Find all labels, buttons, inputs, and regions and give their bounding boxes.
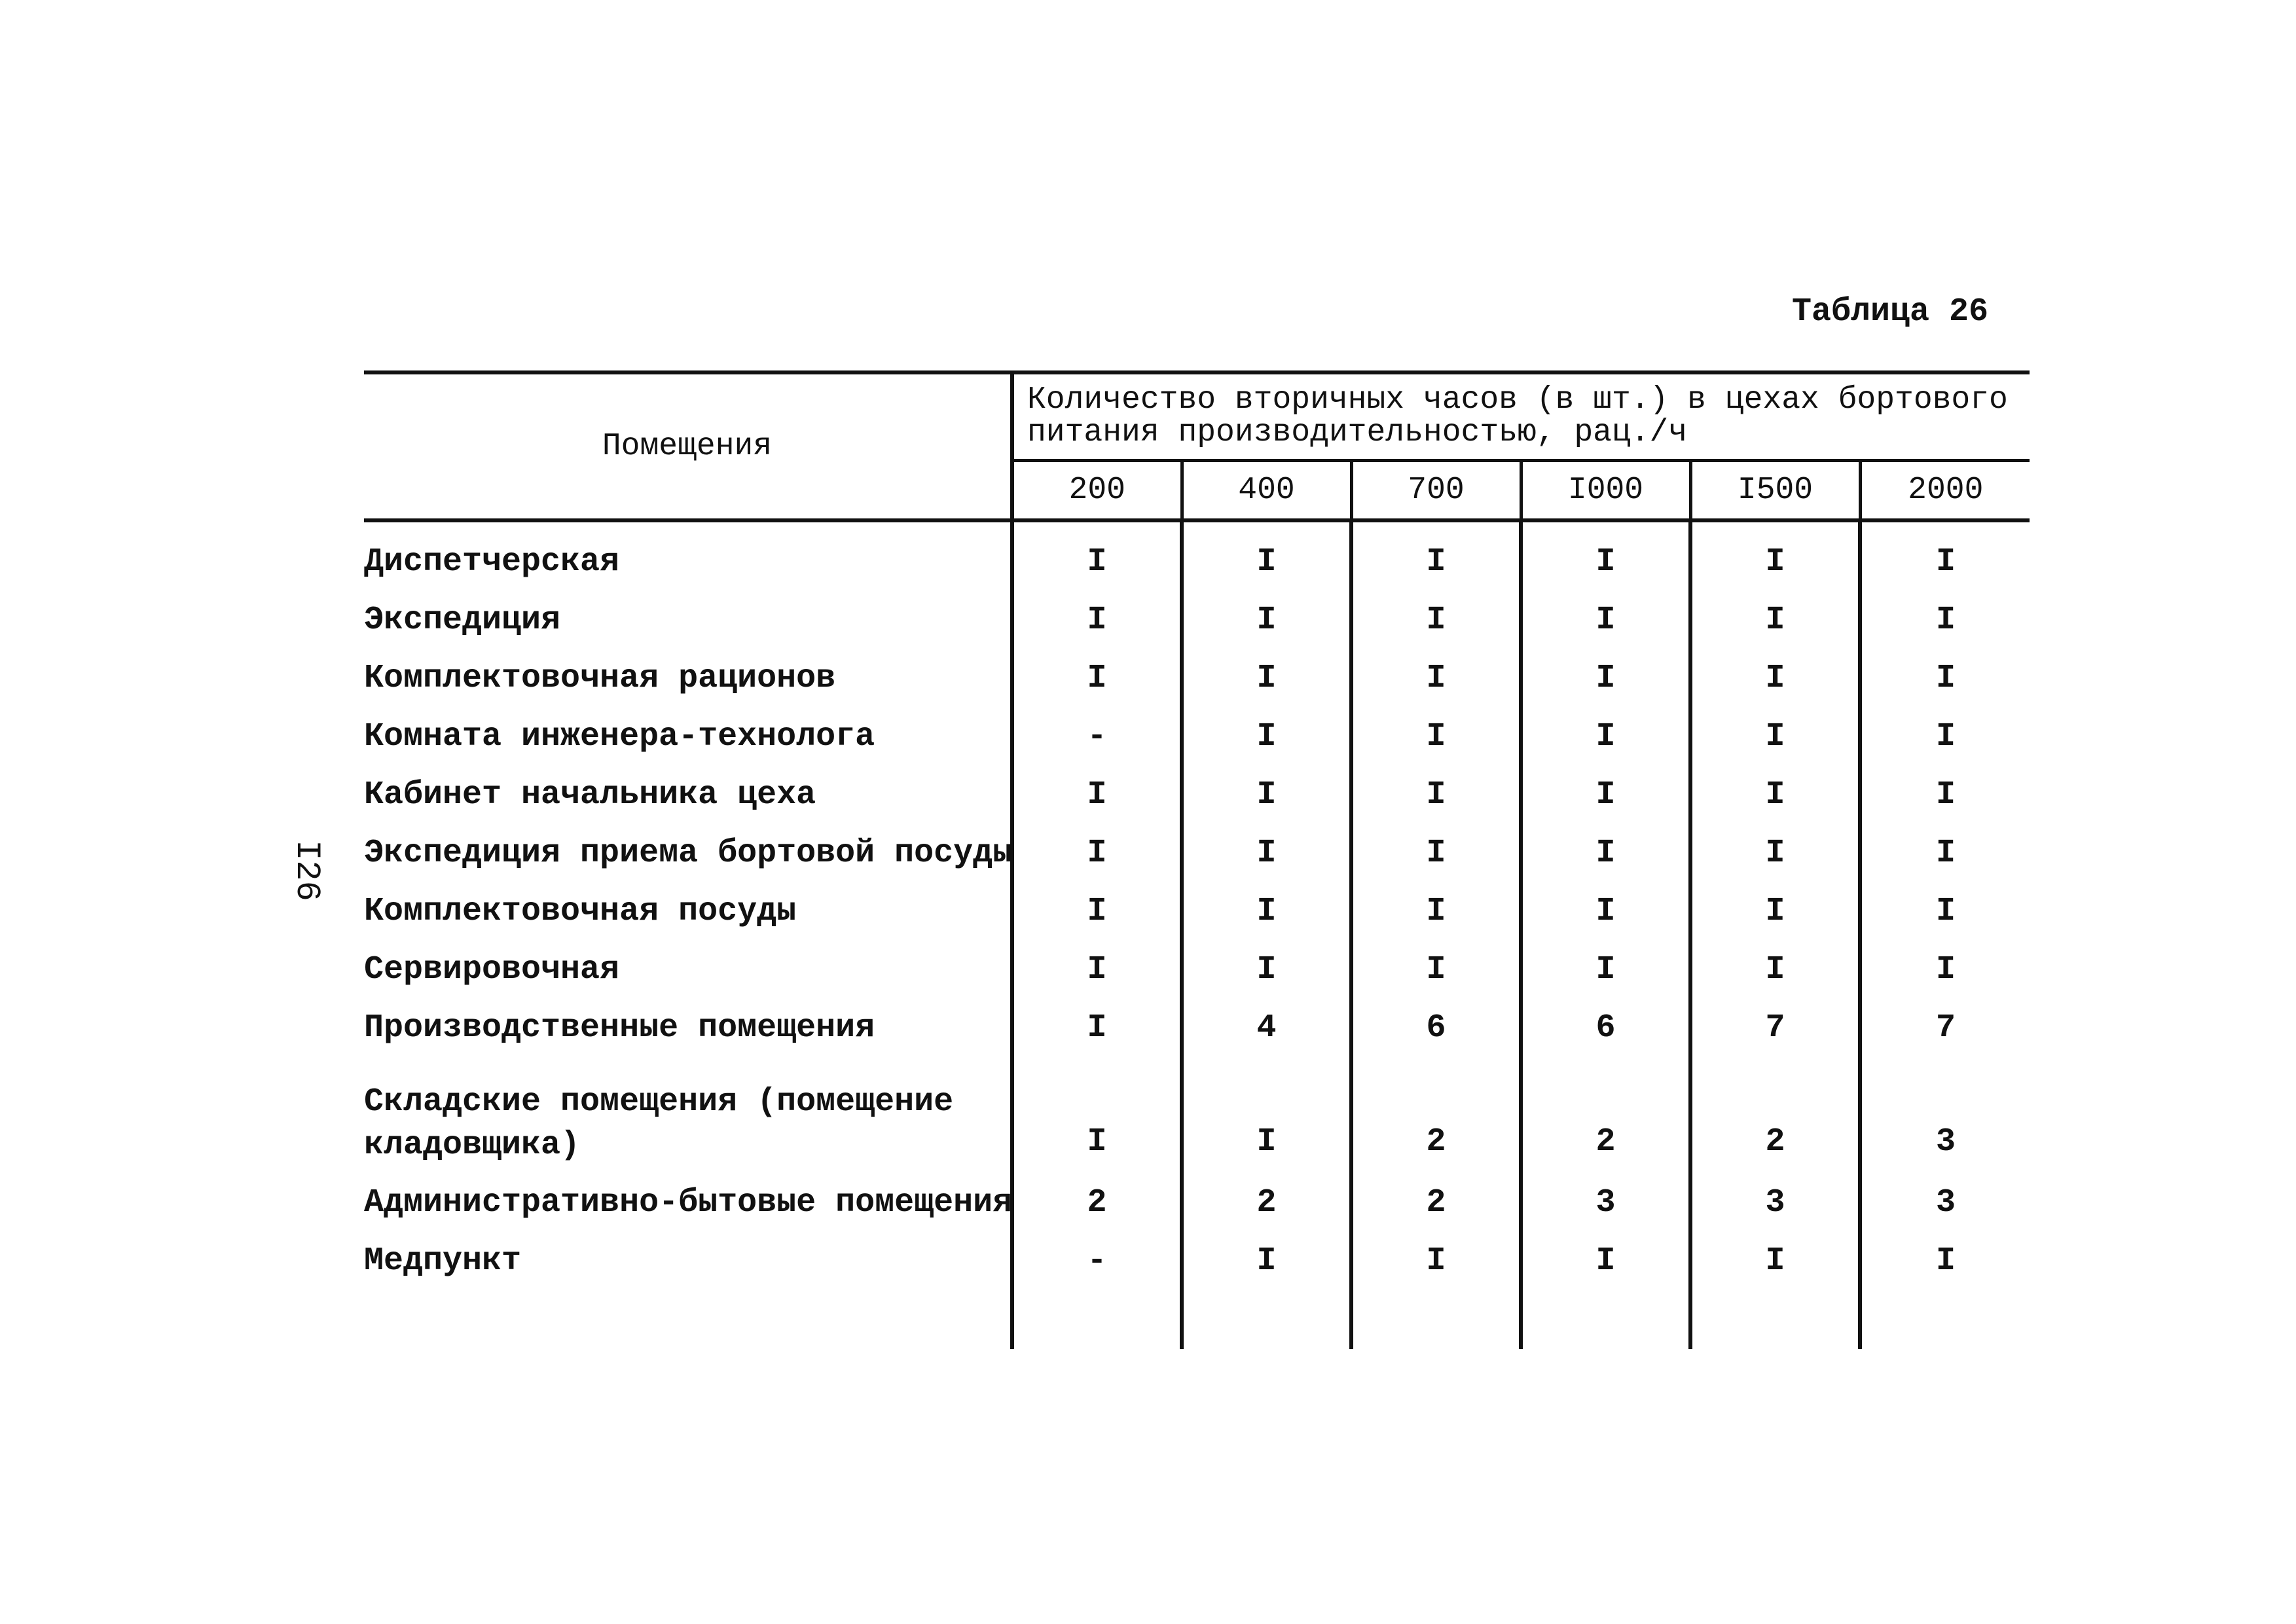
room-name: Административно-бытовые помещения: [364, 1184, 1013, 1221]
table-cell: I: [1860, 708, 2030, 766]
table-cell: 2: [1521, 1057, 1690, 1174]
table-row: [364, 824, 2030, 882]
table-cell: I: [1351, 708, 1521, 766]
table-cell: 4: [1182, 999, 1351, 1057]
table-cell: I: [1182, 520, 1351, 591]
blank-cell: [1860, 1290, 2030, 1349]
blank-cell: [1521, 1290, 1690, 1349]
table-cell: I: [1690, 882, 1860, 941]
table-cell: I: [1521, 941, 1690, 999]
room-name: Комната инженера-технолога: [364, 718, 875, 755]
table-cell: I: [1690, 708, 1860, 766]
table-cell: 2: [1351, 1057, 1521, 1174]
table-row: [364, 766, 2030, 824]
table-cell: I: [1521, 708, 1690, 766]
page-number: I26: [287, 840, 326, 901]
table-cell: I: [1182, 941, 1351, 999]
table-cell: I: [1690, 591, 1860, 649]
header-col-5: I500: [1690, 460, 1860, 520]
table-cell: I: [1182, 649, 1351, 708]
table-cell: I: [1351, 520, 1521, 591]
table-cell: I: [1012, 766, 1182, 824]
header-col-3: 700: [1351, 460, 1521, 520]
table-body: [364, 520, 2030, 1349]
data-table-container: [364, 370, 2030, 1329]
table-cell: I: [1182, 1232, 1351, 1290]
room-name: Складские помещения (помещение кладовщика): [364, 1083, 954, 1164]
table-cell: I: [1351, 649, 1521, 708]
room-name: Комплектовочная посуды: [364, 893, 797, 930]
table-cell: I: [1351, 591, 1521, 649]
table-row: [364, 708, 2030, 766]
table-row-blank: [364, 1290, 2030, 1349]
data-table: [364, 370, 2030, 1349]
table-cell: I: [1860, 824, 2030, 882]
header-clock-count: Количество вторичных часов (в шт.) в цехах бортового питания производительностью, рац./ч: [1012, 372, 2030, 460]
table-cell: I: [1182, 882, 1351, 941]
blank-cell: [364, 1290, 1012, 1349]
table-row: [364, 1232, 2030, 1290]
table-cell: I: [1860, 649, 2030, 708]
table-cell: I: [1690, 649, 1860, 708]
table-cell: I: [1351, 941, 1521, 999]
header-rooms: Помещения: [364, 372, 1012, 520]
table-cell: I: [1521, 520, 1690, 591]
table-cell: -: [1012, 708, 1182, 766]
table-cell: I: [1012, 941, 1182, 999]
table-cell: 6: [1351, 999, 1521, 1057]
header-col-2: 400: [1182, 460, 1351, 520]
room-name: Экспедиция: [364, 602, 561, 639]
room-name: Комплектовочная рационов: [364, 660, 836, 697]
room-name: Производственные помещения: [364, 1009, 875, 1047]
table-row: [364, 882, 2030, 941]
table-cell: I: [1182, 824, 1351, 882]
header-col-4: I000: [1521, 460, 1690, 520]
table-cell: I: [1521, 591, 1690, 649]
table-cell: I: [1012, 824, 1182, 882]
table-cell: 2: [1012, 1174, 1182, 1232]
table-cell: 2: [1690, 1057, 1860, 1174]
table-cell: I: [1690, 1232, 1860, 1290]
blank-cell: [1012, 1290, 1182, 1349]
table-cell: I: [1690, 766, 1860, 824]
table-row: [364, 649, 2030, 708]
table-cell: I: [1012, 999, 1182, 1057]
table-cell: I: [1012, 649, 1182, 708]
table-cell: I: [1860, 941, 2030, 999]
room-name: Кабинет начальника цеха: [364, 776, 816, 814]
table-cell: 7: [1860, 999, 2030, 1057]
table-cell: I: [1521, 766, 1690, 824]
table-row: [364, 1174, 2030, 1232]
table-cell: 6: [1521, 999, 1690, 1057]
table-cell: I: [1860, 591, 2030, 649]
table-cell: I: [1690, 520, 1860, 591]
table-row: [364, 591, 2030, 649]
table-cell: 2: [1351, 1174, 1521, 1232]
room-name: Медпункт: [364, 1242, 522, 1280]
table-cell: I: [1182, 766, 1351, 824]
table-cell: I: [1860, 1232, 2030, 1290]
table-cell: -: [1012, 1232, 1182, 1290]
room-name: Сервировочная: [364, 951, 620, 988]
table-cell: 3: [1690, 1174, 1860, 1232]
table-cell: I: [1690, 941, 1860, 999]
table-cell: I: [1182, 591, 1351, 649]
header-col-6: 2000: [1860, 460, 2030, 520]
header-col-1: 200: [1012, 460, 1182, 520]
table-row: [364, 1057, 2030, 1174]
table-cell: 3: [1860, 1174, 2030, 1232]
blank-cell: [1182, 1290, 1351, 1349]
table-cell: I: [1012, 520, 1182, 591]
table-row: [364, 520, 2030, 591]
room-name: Экспедиция приема бортовой посуды: [364, 835, 1013, 872]
table-cell: I: [1351, 882, 1521, 941]
blank-cell: [1351, 1290, 1521, 1349]
table-caption: Таблица 26: [1791, 293, 1988, 331]
table-header: [364, 372, 2030, 520]
table-cell: I: [1182, 708, 1351, 766]
room-name: Диспетчерская: [364, 543, 620, 581]
table-row: [364, 999, 2030, 1057]
table-cell: I: [1521, 824, 1690, 882]
table-cell: I: [1690, 824, 1860, 882]
table-cell: I: [1521, 882, 1690, 941]
table-cell: I: [1012, 591, 1182, 649]
table-cell: 3: [1521, 1174, 1690, 1232]
table-cell: I: [1521, 1232, 1690, 1290]
blank-cell: [1690, 1290, 1860, 1349]
table-cell: I: [1860, 882, 2030, 941]
table-cell: I: [1351, 1232, 1521, 1290]
table-cell: 7: [1690, 999, 1860, 1057]
table-cell: I: [1860, 520, 2030, 591]
table-cell: I: [1012, 1057, 1182, 1174]
table-cell: I: [1521, 649, 1690, 708]
table-cell: I: [1351, 824, 1521, 882]
table-cell: 3: [1860, 1057, 2030, 1174]
table-cell: I: [1012, 882, 1182, 941]
table-cell: I: [1860, 766, 2030, 824]
table-cell: I: [1351, 766, 1521, 824]
table-cell: 2: [1182, 1174, 1351, 1232]
table-cell: I: [1182, 1057, 1351, 1174]
table-row: [364, 941, 2030, 999]
